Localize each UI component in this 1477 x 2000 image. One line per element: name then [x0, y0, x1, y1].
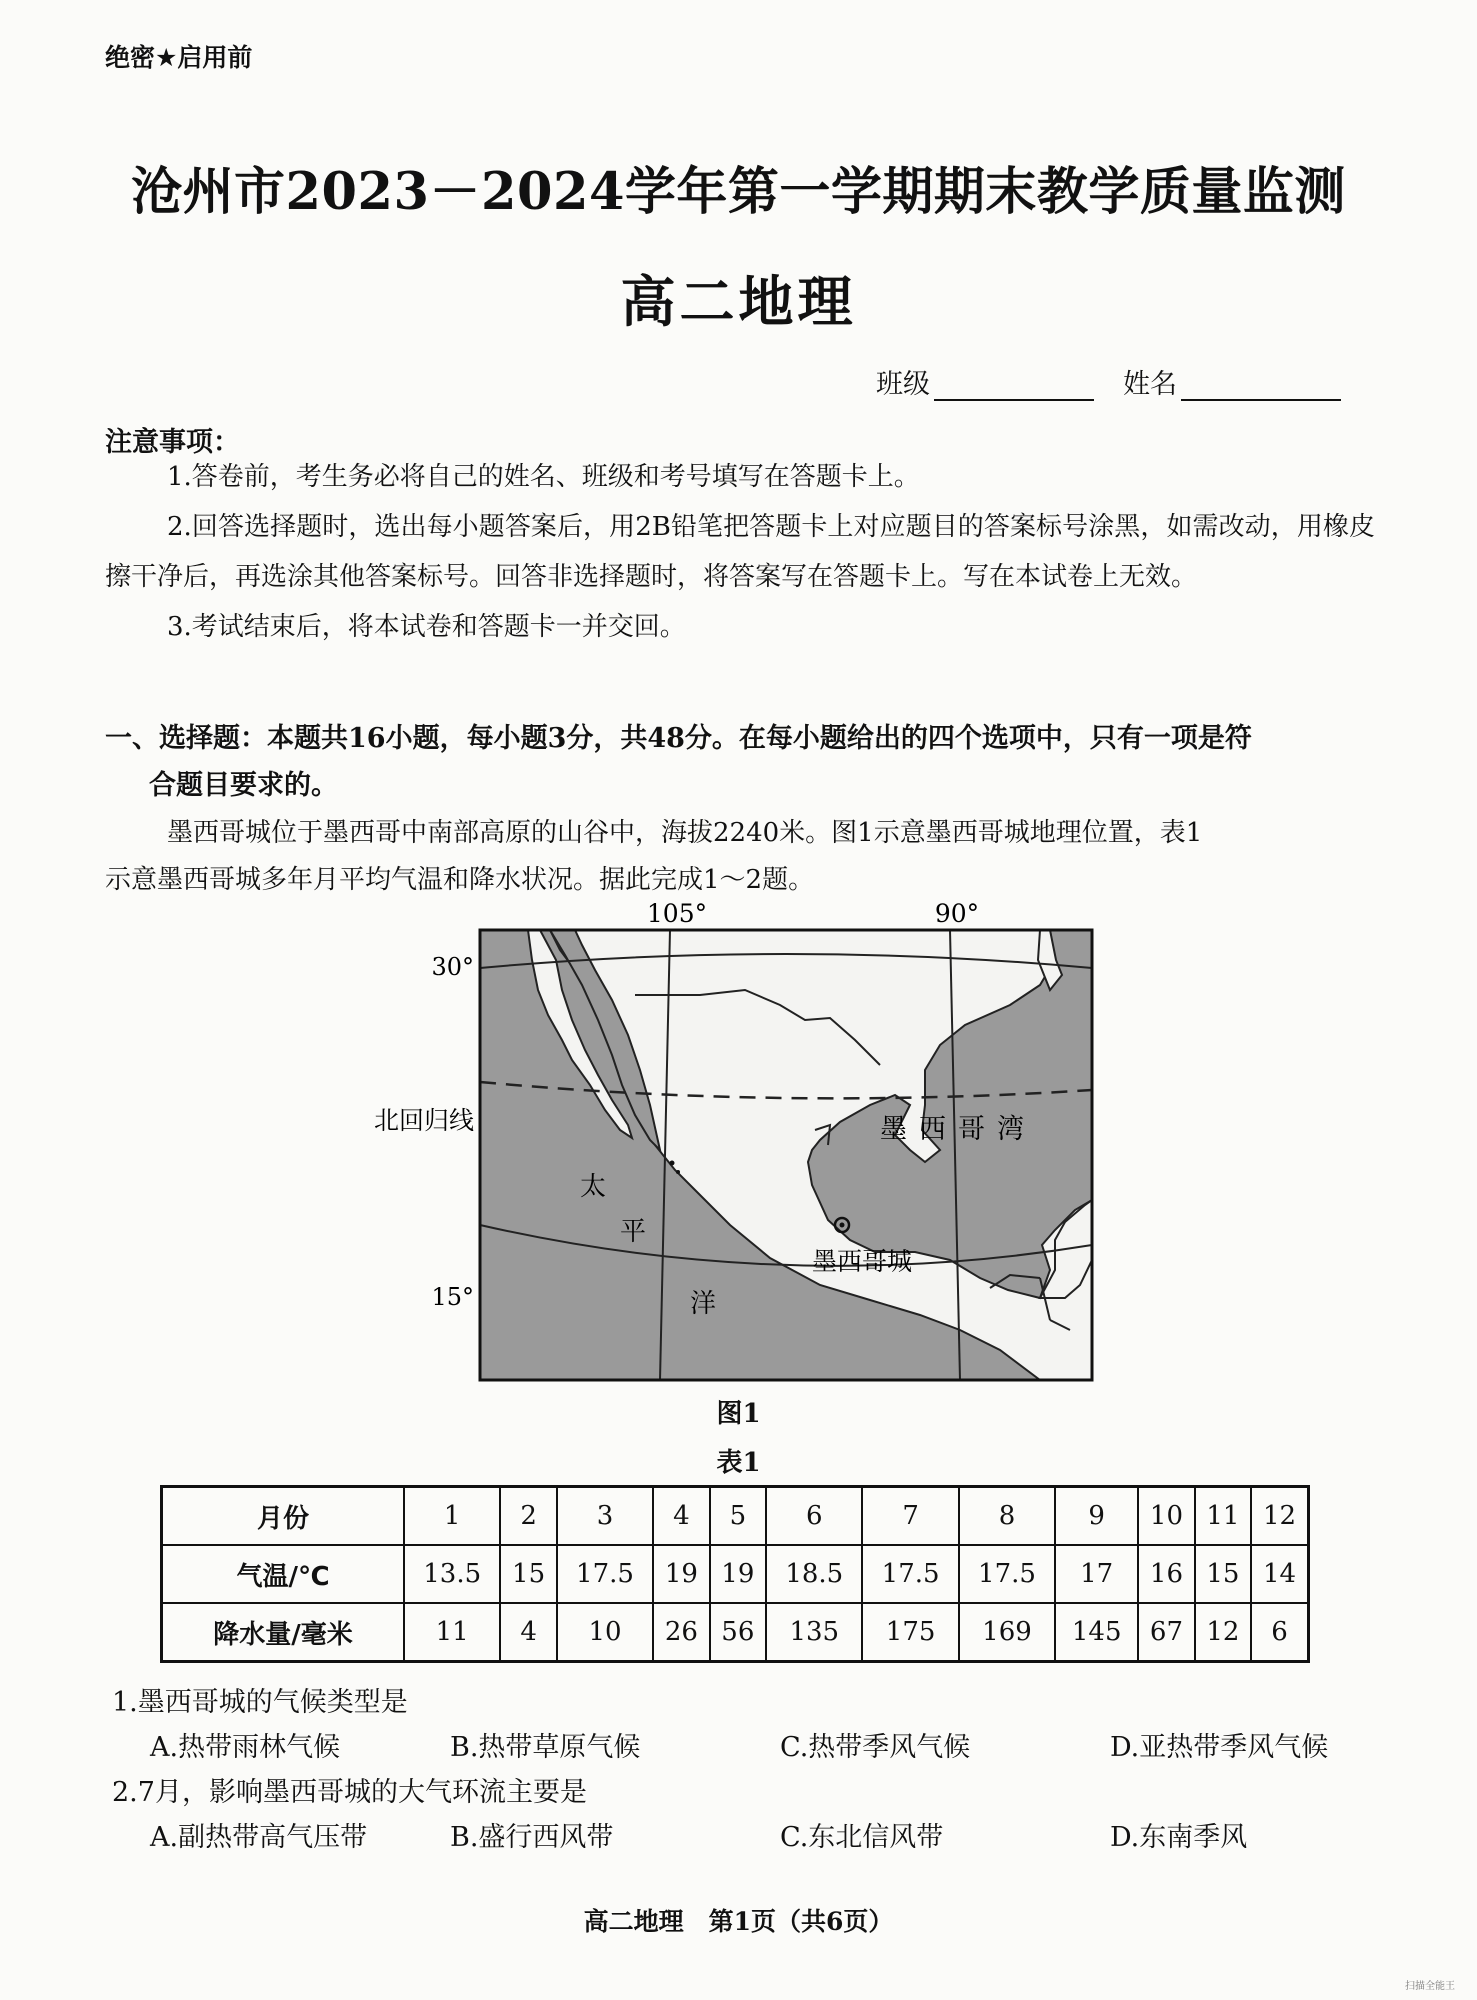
intro-line-1: 墨西哥城位于墨西哥中南部高原的山谷中，海拔2240米。图1示意墨西哥城地理位置，表1: [167, 818, 1203, 848]
question-intro: [105, 810, 1380, 904]
table-cell: 17.5: [557, 1545, 653, 1603]
table-cell: 6: [1251, 1603, 1308, 1662]
label-105: 105°: [646, 900, 708, 928]
table-cell: 15: [500, 1545, 556, 1603]
table-cell: 67: [1138, 1603, 1194, 1662]
notes-heading: 注意事项：: [105, 427, 240, 458]
table-cell: 6: [766, 1487, 862, 1546]
island-dot: [670, 1161, 675, 1166]
table-cell: 4: [500, 1603, 556, 1662]
table-cell: 3: [557, 1487, 653, 1546]
question-2: 2.7月，影响墨西哥城的大气环流主要是: [112, 1777, 587, 1808]
table-cell: 26: [653, 1603, 709, 1662]
label-ocean-3: 洋: [690, 1289, 717, 1319]
class-blank[interactable]: [934, 373, 1094, 401]
name-label: 姓名: [1123, 369, 1177, 400]
table-cell: 175: [862, 1603, 958, 1662]
table-caption: 表1: [716, 1448, 761, 1478]
table-cell: 12: [1195, 1603, 1251, 1662]
scanner-watermark: 扫描全能王: [1405, 1981, 1455, 1992]
table-cell: 10: [1138, 1487, 1194, 1546]
table-cell: 17.5: [862, 1545, 958, 1603]
table-cell: 17.5: [959, 1545, 1055, 1603]
figure-caption: 图1: [716, 1399, 761, 1429]
table-cell: 5: [710, 1487, 766, 1546]
table-cell: 8: [959, 1487, 1055, 1546]
table-cell: 7: [862, 1487, 958, 1546]
exam-title: 沧州市2023－2024学年第一学期期末教学质量监测: [131, 162, 1346, 222]
table-row: [162, 1487, 1309, 1546]
table-cell: 12: [1251, 1487, 1308, 1546]
option-2c[interactable]: C.东北信风带: [780, 1822, 944, 1853]
label-15: 15°: [431, 1283, 474, 1311]
option-2b[interactable]: B.盛行西风带: [450, 1822, 614, 1853]
table-cell: 13.5: [404, 1545, 500, 1603]
option-2a[interactable]: A.副热带高气压带: [150, 1822, 368, 1853]
table-cell: 56: [710, 1603, 766, 1662]
name-field[interactable]: [1123, 362, 1341, 401]
label-tropic: 北回归线: [373, 1106, 474, 1135]
table-cell: 10: [557, 1603, 653, 1662]
table-cell: 169: [959, 1603, 1055, 1662]
table-cell: 14: [1251, 1545, 1308, 1603]
subject-title: 高二地理: [620, 269, 857, 334]
table-cell: 11: [1195, 1487, 1251, 1546]
label-ocean-2: 平: [620, 1217, 647, 1247]
table-cell: 18.5: [766, 1545, 862, 1603]
label-city: 墨西哥城: [812, 1247, 913, 1276]
table-row: [162, 1545, 1309, 1603]
table-cell: 1: [404, 1487, 500, 1546]
table-cell: 11: [404, 1603, 500, 1662]
option-1a[interactable]: A.热带雨林气候: [150, 1732, 341, 1763]
page-footer: 高二地理 第1页（共6页）: [583, 1907, 894, 1936]
question-1: 1.墨西哥城的气候类型是: [112, 1687, 408, 1718]
section-heading: [105, 715, 1375, 809]
table-cell: 2: [500, 1487, 556, 1546]
name-blank[interactable]: [1181, 373, 1341, 401]
table-cell: 气温/℃: [162, 1545, 405, 1603]
class-field[interactable]: [876, 362, 1094, 401]
table-cell: 月份: [162, 1487, 405, 1546]
note-item: 2.回答选择题时，选出每小题答案后，用2B铅笔把答题卡上对应题目的答案标号涂黑，如需改动，用橡皮擦干净后，再选涂其他答案标号。回答非选择题时，将答案写在答题卡上。写在本试卷上无效。: [105, 512, 1375, 592]
note-item: 3.考试结束后，将本试卷和答题卡一并交回。: [167, 612, 686, 642]
label-ocean-1: 太: [580, 1172, 607, 1202]
secret-mark: 绝密★启用前: [105, 43, 253, 72]
label-30: 30°: [431, 953, 474, 981]
notes-list: [105, 452, 1375, 652]
table-cell: 15: [1195, 1545, 1251, 1603]
table-cell: 降水量/毫米: [162, 1603, 405, 1662]
table-cell: 19: [653, 1545, 709, 1603]
note-item: 1.答卷前，考生务必将自己的姓名、班级和考号填写在答题卡上。: [167, 462, 920, 492]
table-cell: 9: [1055, 1487, 1138, 1546]
table-cell: 145: [1055, 1603, 1138, 1662]
option-1c[interactable]: C.热带季风气候: [780, 1732, 971, 1763]
intro-line-2: 示意墨西哥城多年月平均气温和降水状况。据此完成1～2题。: [105, 865, 815, 895]
label-90: 90°: [934, 900, 980, 928]
climate-table: [160, 1485, 1310, 1663]
section-line-1: 一、选择题：本题共16小题，每小题3分，共48分。在每小题给出的四个选项中，只有一项是符: [105, 723, 1252, 754]
island-dot: [676, 1170, 680, 1174]
option-1b[interactable]: B.热带草原气候: [450, 1732, 641, 1763]
table-row: [162, 1603, 1309, 1662]
option-2d[interactable]: D.东南季风: [1110, 1822, 1248, 1853]
city-marker-dot: [840, 1223, 845, 1228]
table-cell: 135: [766, 1603, 862, 1662]
section-line-2: 合题目要求的。: [149, 770, 338, 801]
option-1d[interactable]: D.亚热带季风气候: [1110, 1732, 1329, 1763]
table-cell: 19: [710, 1545, 766, 1603]
class-label: 班级: [876, 369, 930, 400]
figure-1-map: [350, 900, 1130, 1400]
table-cell: 17: [1055, 1545, 1138, 1603]
table-cell: 16: [1138, 1545, 1194, 1603]
label-gulf: 墨西哥湾: [880, 1114, 1036, 1145]
table-cell: 4: [653, 1487, 709, 1546]
